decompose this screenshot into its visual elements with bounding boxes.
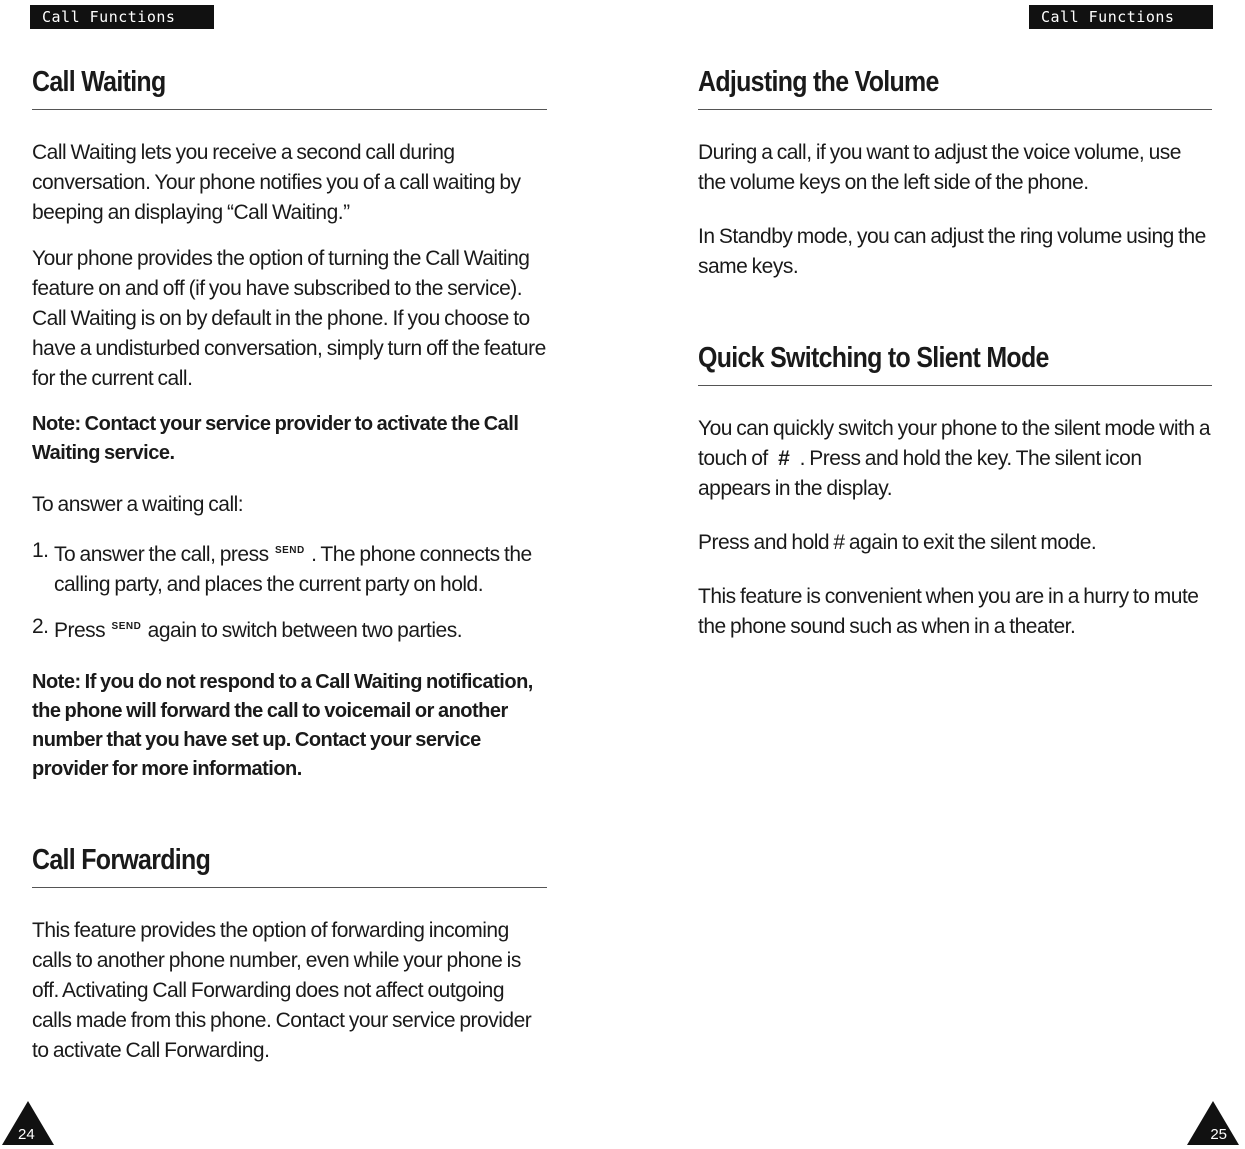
adjusting-volume-heading: Adjusting the Volume: [698, 66, 939, 98]
note-text: Contact your service provider to activate the Call Waiting service.: [32, 413, 519, 464]
quick-switching-para3: This feature is convenient when you are in a hurry to mute the phone sound such as when in a theater.: [698, 585, 1199, 638]
send-key-icon: SEND: [111, 621, 142, 632]
call-forwarding-heading: Call Forwarding: [32, 844, 211, 876]
left-page: [0, 0, 622, 1149]
section-tab: Call Functions: [1029, 5, 1213, 29]
hash-key-icon: #: [778, 447, 790, 470]
heading-rule: [32, 887, 547, 888]
page-number: 24: [18, 1126, 35, 1143]
answer-intro: To answer a waiting call:: [32, 493, 244, 516]
list-item-step2: [32, 612, 547, 646]
quick-switching-para1: [698, 414, 1212, 504]
section-tab: Call Functions: [30, 5, 214, 29]
spacer: [698, 298, 1212, 334]
note-forward-voicemail: [32, 668, 547, 784]
note-label: Note:: [32, 413, 81, 435]
adjusting-volume-para1: During a call, if you want to adjust the voice volume, use the volume keys on the left side of the phone.: [698, 141, 1181, 194]
para1-pre: You can quickly switch your phone to the silent mode with a touch of: [698, 417, 1211, 470]
list-number: 1.: [32, 539, 49, 562]
list-text: [54, 536, 547, 600]
step1-pre: To answer the call, press: [54, 543, 269, 566]
send-key-icon: SEND: [274, 545, 305, 556]
quick-switching-heading: Quick Switching to Slient Mode: [698, 342, 1049, 374]
page-number: 25: [1210, 1126, 1227, 1143]
heading-rule: [698, 109, 1212, 110]
note-contact-provider: [32, 410, 547, 468]
right-content: [698, 58, 1212, 658]
para1-post: . Press and hold the key. The silent icon appears in the display.: [698, 447, 1142, 500]
call-forwarding-para1: This feature provides the option of forwarding incoming calls to another phone number, even while your phone is off. Activating Call Forwarding does not affect outgoing calls made from this phone. Contact your service provider to activate Call Forwarding.: [32, 919, 532, 1062]
call-waiting-para2: Your phone provides the option of turning the Call Waiting feature on and off (if you have subscribed to the service). Call Waiting is on by default in the phone. If you choose to have a undisturbed conversation, simply turn off the feature for the current call.: [32, 247, 546, 390]
list-item-step1: [32, 536, 547, 600]
adjusting-volume-para2: In Standby mode, you can adjust the ring volume using the same keys.: [698, 225, 1206, 278]
heading-rule: [698, 385, 1212, 386]
left-content: [32, 58, 547, 1082]
right-page: [622, 0, 1245, 1149]
list-text: [54, 612, 547, 646]
note-text: If you do not respond to a Call Waiting notification, the phone will forward the call to voicemail or another number that you have set up. Contact your service provider for more information.: [32, 671, 533, 780]
spacer: [32, 800, 547, 836]
step2-pre: Press: [54, 619, 106, 642]
list-number: 2.: [32, 615, 49, 638]
call-waiting-heading: Call Waiting: [32, 66, 166, 98]
note-label: Note:: [32, 671, 81, 693]
heading-rule: [32, 109, 547, 110]
step1-post: . The phone connects the calling party, and places the current party on hold.: [54, 543, 532, 596]
call-waiting-para1: Call Waiting lets you receive a second call during conversation. Your phone notifies you of a call waiting by beeping an displaying “Call Waiting.”: [32, 141, 521, 224]
quick-switching-para2: Press and hold # again to exit the silent mode.: [698, 531, 1097, 554]
step2-post: again to switch between two parties.: [147, 619, 463, 642]
